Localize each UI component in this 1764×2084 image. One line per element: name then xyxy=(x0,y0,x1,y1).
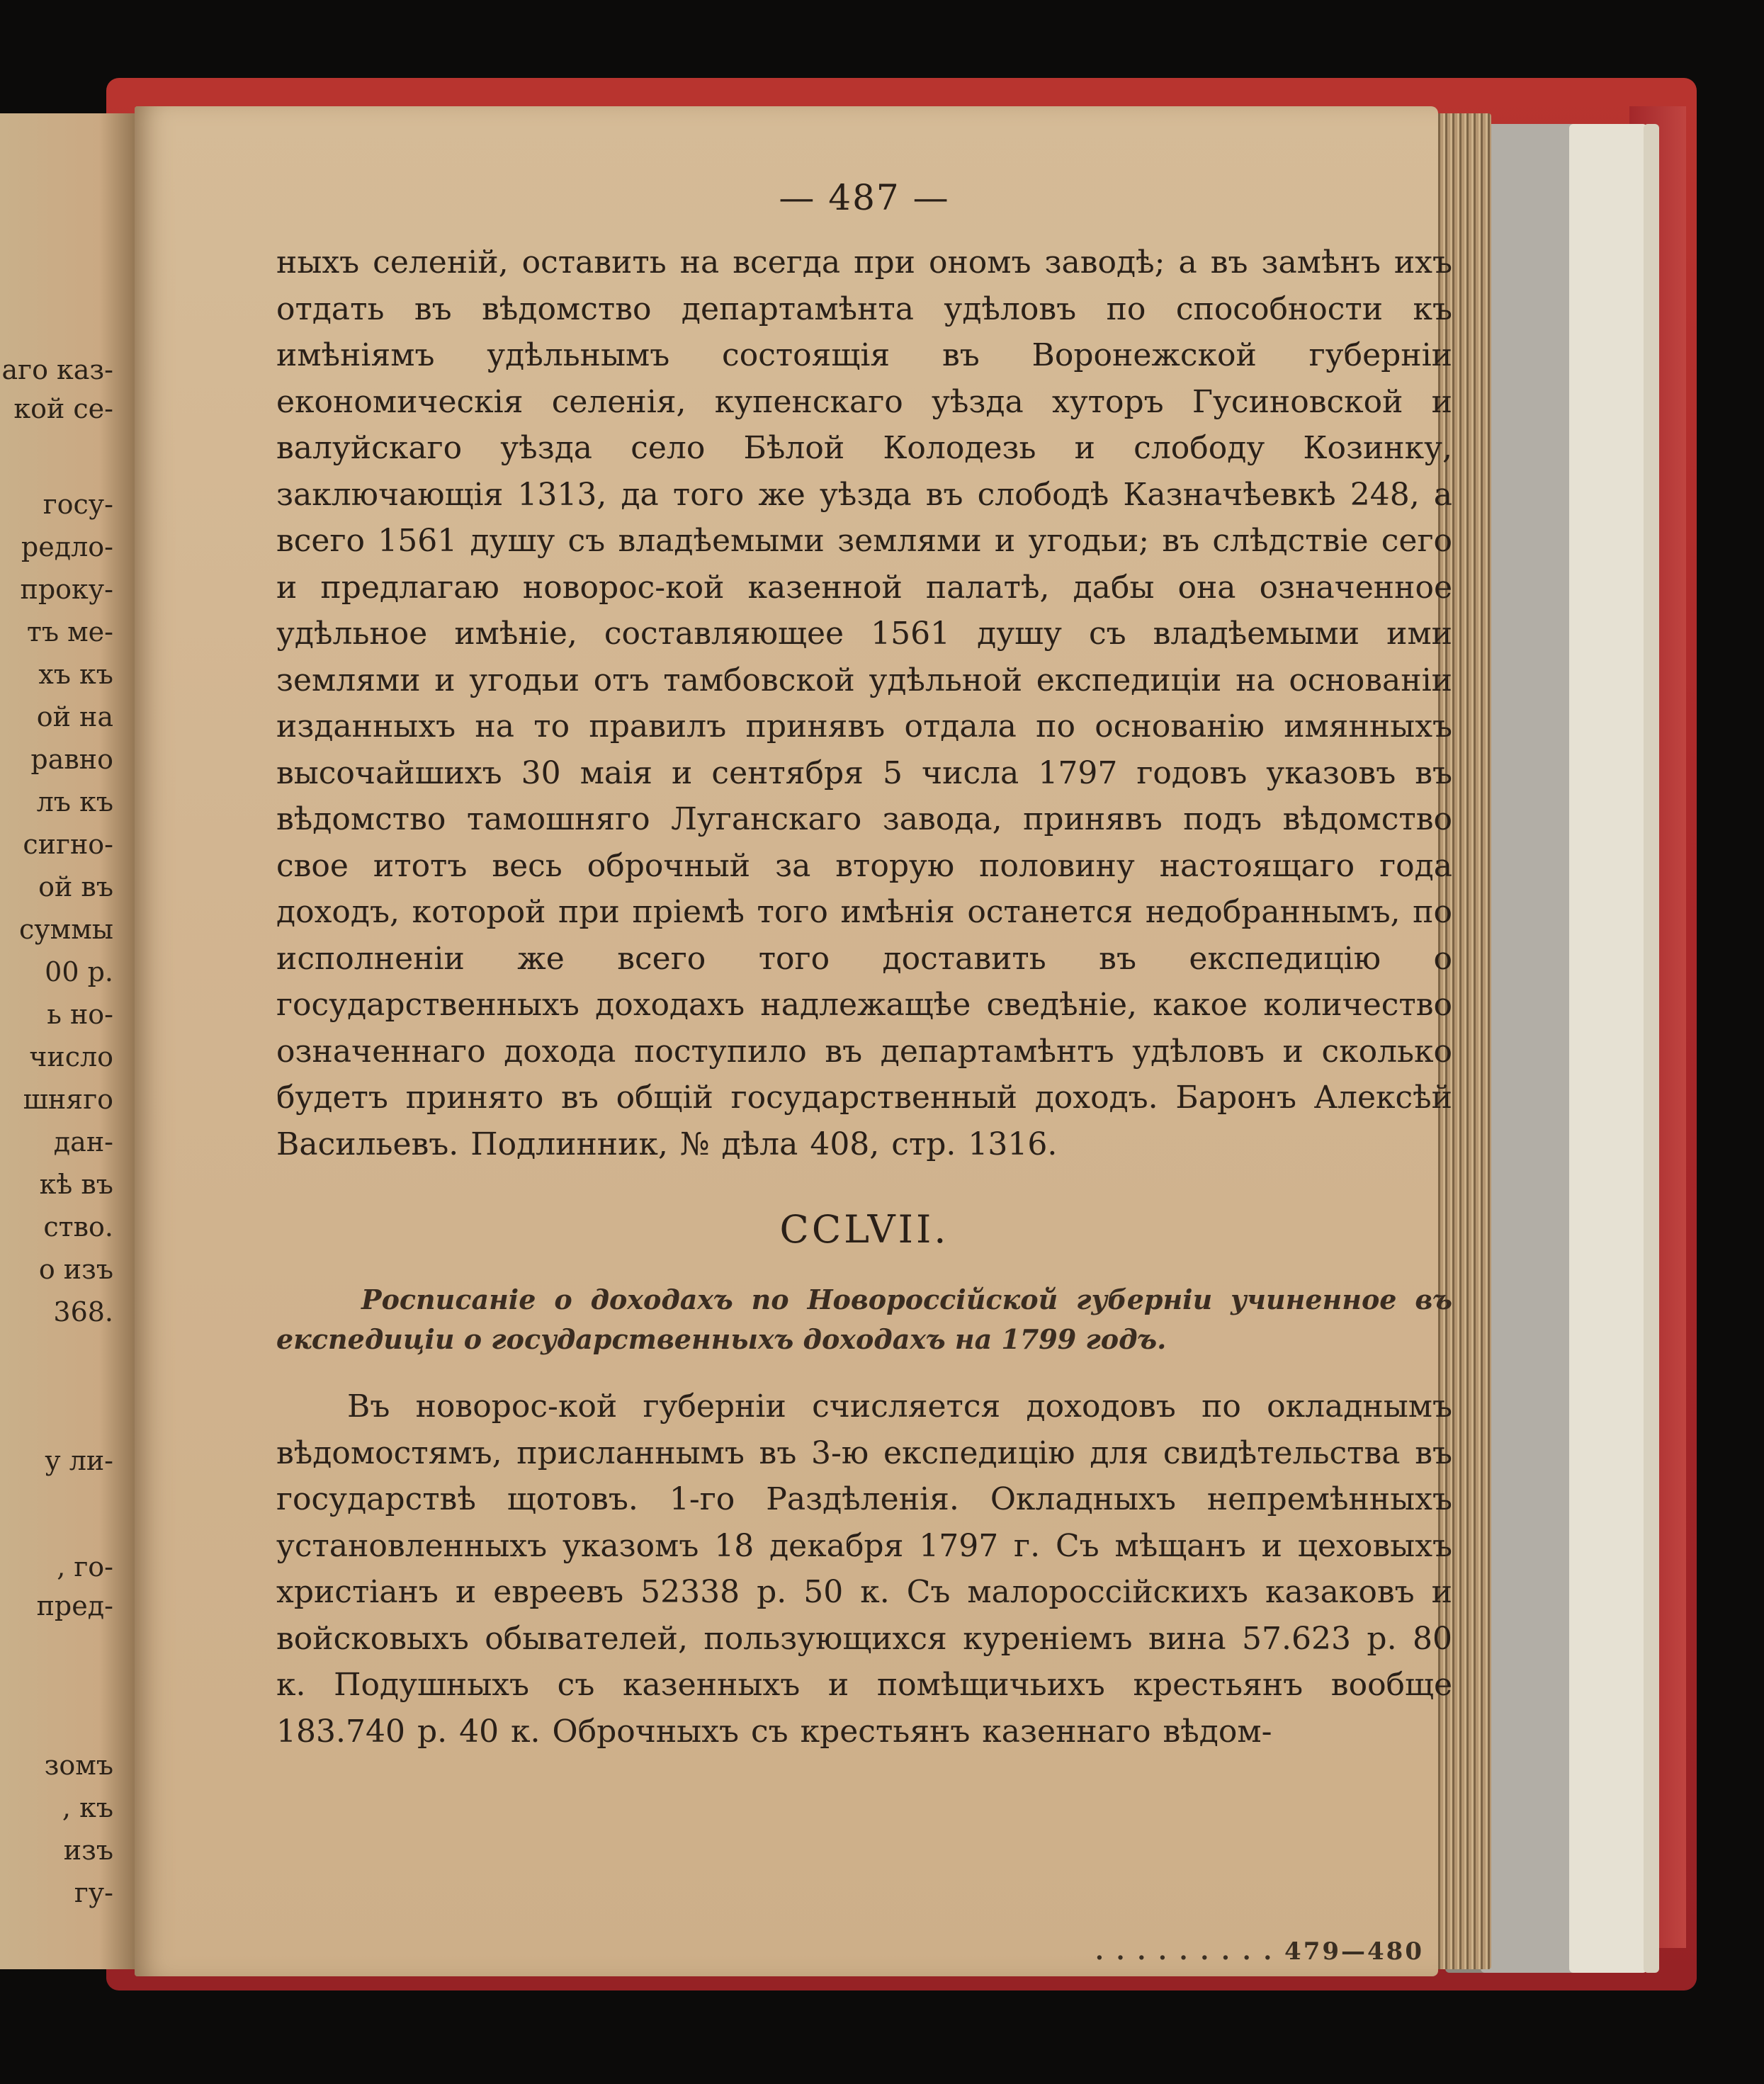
left-page-line: зомъ xyxy=(44,1750,113,1781)
left-page-line: проку- xyxy=(20,574,113,605)
left-page-line: , го- xyxy=(57,1551,113,1582)
left-page-line: госу- xyxy=(43,489,113,520)
left-page-line: ой на xyxy=(36,701,113,732)
left-page-line: кѣ въ xyxy=(39,1169,113,1200)
left-page-line: число xyxy=(29,1041,113,1072)
right-page xyxy=(135,106,1452,1976)
left-page xyxy=(0,113,142,1969)
left-page-line: 368. xyxy=(53,1296,113,1327)
page-number: — 487 — xyxy=(779,177,950,218)
left-page-line: ь но- xyxy=(47,999,113,1030)
left-page-line: 00 р. xyxy=(45,956,113,987)
section-title: Росписаніе о доходахъ по Новороссійской губерніи учиненное въ експедиціи о государственныхъ доходахъ на 1799 годъ. xyxy=(276,1284,1452,1355)
left-page-line: хъ къ xyxy=(38,659,113,690)
left-page-line: изъ xyxy=(63,1835,113,1866)
left-page-line: аго каз- xyxy=(1,354,113,385)
footer-reference: . . . . . . . . . 479—480 xyxy=(1095,1937,1424,1966)
page-stack-edge xyxy=(1644,124,1659,1973)
left-page-line: сигно- xyxy=(23,829,113,860)
left-page-line: , къ xyxy=(62,1792,113,1823)
left-page-line: суммы xyxy=(19,914,113,945)
left-page-line: у ли- xyxy=(45,1445,113,1476)
left-page-line: лъ къ xyxy=(36,786,113,817)
left-page-line: тъ ме- xyxy=(26,616,113,647)
left-page-line: дан- xyxy=(53,1126,113,1157)
page-content xyxy=(276,177,1452,1755)
left-page-line: гу- xyxy=(74,1877,113,1908)
page-stack-white xyxy=(1569,124,1647,1973)
left-page-line: равно xyxy=(30,744,113,775)
page-stack-gray xyxy=(1481,124,1580,1973)
left-page-line: о изъ xyxy=(38,1254,113,1285)
section-number: CCLVII. xyxy=(779,1207,949,1252)
left-page-line: ство. xyxy=(43,1211,113,1242)
left-page-line: пред- xyxy=(36,1590,113,1621)
left-page-line: ой въ xyxy=(38,871,113,902)
body-paragraph-two: Въ новорос-кой губерніи счисляется доходовъ по окладнымъ вѣдомостямъ, присланнымъ въ 3-ю експедицію для свидѣтельства въ государствѣ щотовъ. 1-го Раздѣленія. Окладныхъ непремѣнныхъ установленныхъ указомъ 18 декабря 1797 г. Съ мѣщанъ и цеховыхъ христіанъ и евреевъ 52338 р. 50 к. Съ малороссійскихъ казаковъ и войсковыхъ обывателей, пользующихся куреніемъ вина 57.623 р. 80 к. Подушныхъ съ казенныхъ и помѣщичьихъ крестьянъ вообще 183.740 р. 40 к. Оброчныхъ съ крестьянъ казеннаго вѣдом- xyxy=(276,1388,1452,1750)
left-page-line: редло- xyxy=(21,531,113,562)
left-page-line: кой се- xyxy=(13,393,113,424)
body-paragraph: ныхъ селеній, оставить на всегда при ономъ заводѣ; а въ замѣнъ ихъ отдать въ вѣдомство департамѣнта удѣловъ по способности къ имѣніямъ удѣльнымъ состоящія въ Воронежской губерніи економическія селенія, купенскаго уѣзда хуторъ Гусиновской и валуйскаго уѣзда село Бѣлой Колодезь и слободу Козинку, заключающія 1313, да того же уѣзда въ слободѣ Казначѣевкѣ 248, а всего 1561 душу съ владѣемыми землями и угодьи; въ слѣдствіе сего и предлагаю новорос-кой казенной палатѣ, дабы она означенное удѣльное имѣніе, составляющее 1561 душу съ владѣемыми ими землями и угодьи отъ тамбовской удѣльной експедиціи на основаніи изданныхъ на то правилъ принявъ отдала по основанію имянныхъ высочайшихъ 30 маія и сентября 5 числа 1797 годовъ указовъ въ вѣдомство тамошняго Луганскаго завода, принявъ подъ вѣдомство свое итотъ весь оброчный за вторую половину настоящаго года доходъ, которой при пріемѣ того имѣнія останется недобраннымъ, по исполненіи же всего того доставить въ експедицію о государственныхъ доходахъ надлежащѣе сведѣніе, какое количество означеннаго дохода поступило въ департамѣнтъ удѣловъ и сколько будетъ принято въ общій государственный доходъ. Баронъ Алексѣй Васильевъ. Подлинник, № дѣла 408, стр. 1316. xyxy=(276,244,1452,1162)
left-page-line: шняго xyxy=(23,1084,113,1115)
